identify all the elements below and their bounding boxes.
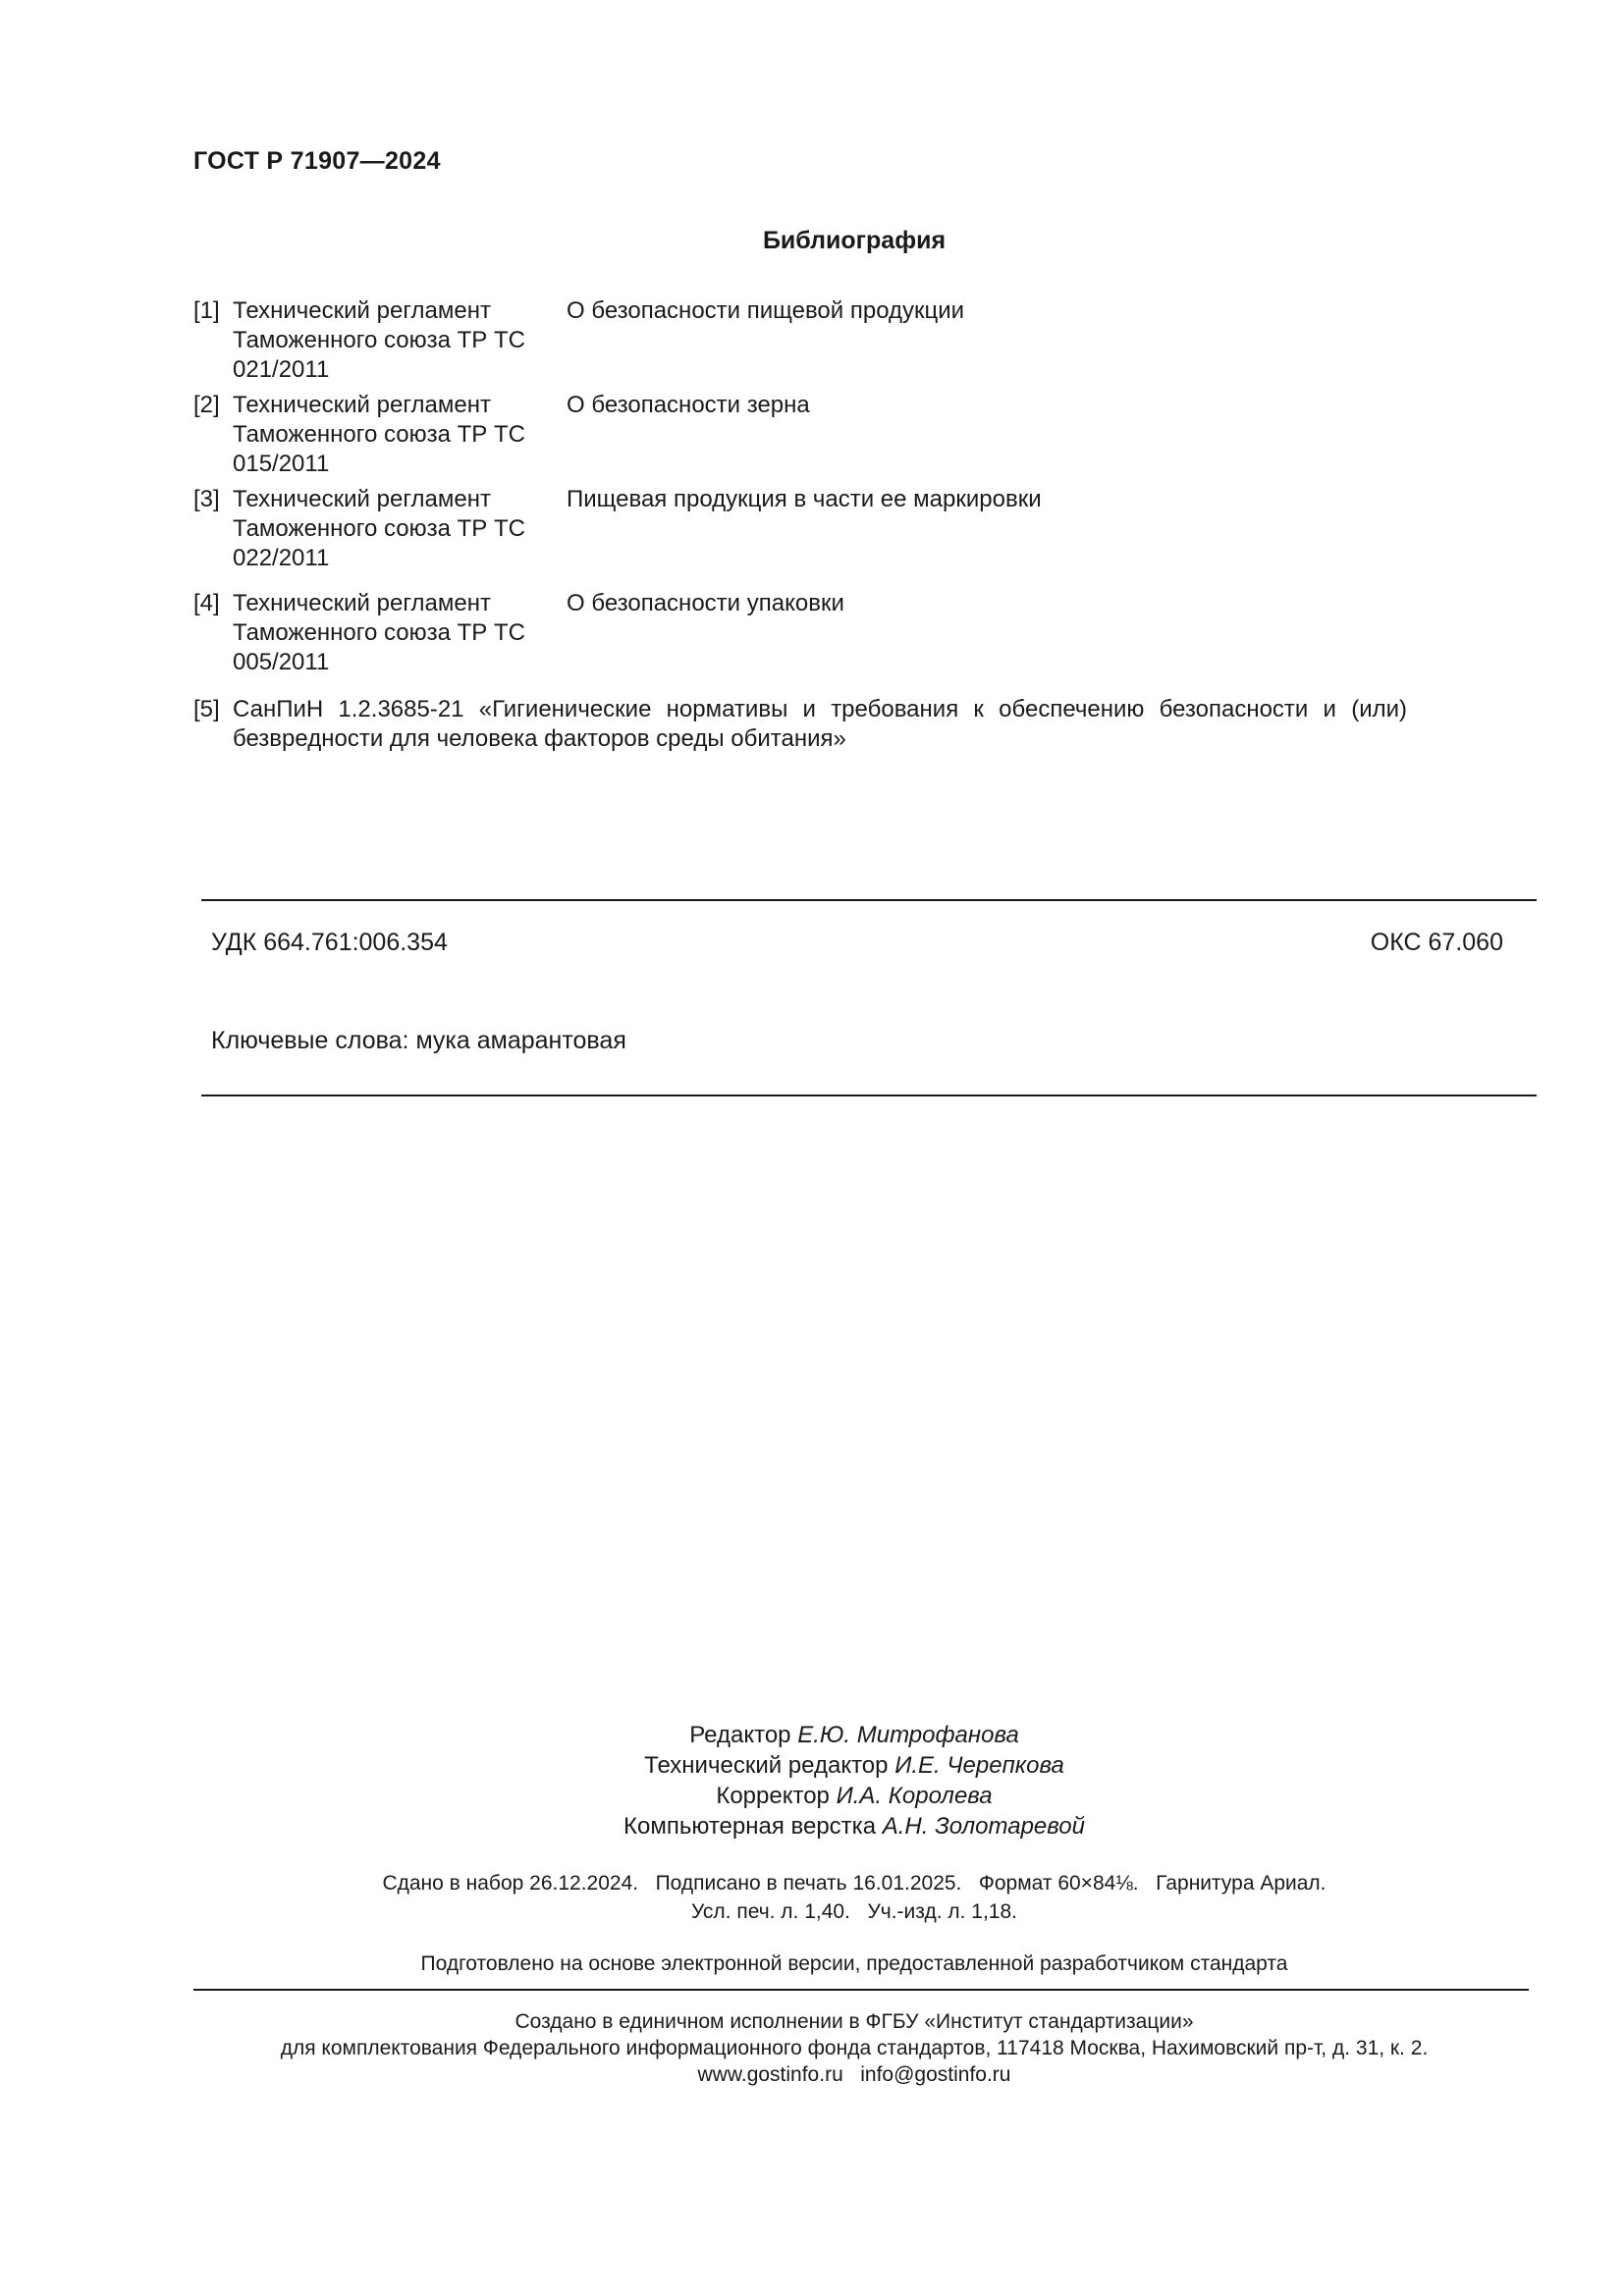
ref-number: [2] (193, 392, 220, 418)
credit-tech-editor: Технический редактор И.Е. Черепкова (644, 1752, 1064, 1779)
publisher-line-2: для комплектования Федерального информационного фонда стандартов, 117418 Москва, Нахимовский пр-т, д. 31, к. 2. (280, 2037, 1429, 2059)
ref-text: СанПиН 1.2.3685-21 «Гигиенические нормативы и требования к обеспечению безопасности и (или) безвредности для человека факторов среды обитания» (233, 696, 1407, 752)
ref-title: О безопасности зерна (567, 392, 810, 418)
credit-editor: Редактор Е.Ю. Митрофанова (689, 1722, 1019, 1748)
ref-document: Технический регламент Таможенного союза ТР ТС 021/2011 (233, 297, 525, 383)
keywords: Ключевые слова: мука амарантовая (211, 1027, 626, 1054)
ref-document: Технический регламент Таможенного союза ТР ТС 022/2011 (233, 486, 525, 571)
publisher-rule (193, 1989, 1529, 1991)
publisher-line-1: Создано в единичном исполнении в ФГБУ «Институт стандартизации» (514, 2010, 1194, 2033)
ref-document: Технический регламент Таможенного союза ТР ТС 005/2011 (233, 590, 525, 675)
ref-number: [4] (193, 590, 220, 616)
ref-title: О безопасности пищевой продукции (567, 297, 965, 324)
standard-code: ГОСТ Р 71907—2024 (193, 147, 441, 175)
imprint-line-2: Усл. печ. л. 1,40. Уч.-изд. л. 1,18. (690, 1900, 1017, 1923)
ref-title: Пищевая продукция в части ее маркировки (567, 486, 1042, 512)
ref-number: [5] (193, 696, 220, 722)
prepared-note: Подготовлено на основе электронной версии, предоставленной разработчиком стандарта (420, 1952, 1288, 1975)
ref-title: О безопасности упаковки (567, 590, 844, 616)
bibliography-title: Библиография (762, 227, 947, 254)
ref-number: [1] (193, 297, 220, 324)
credit-layout: Компьютерная верстка А.Н. Золотаревой (623, 1813, 1085, 1840)
credit-proofreader: Корректор И.А. Королева (716, 1783, 993, 1809)
top-rule (201, 899, 1537, 901)
udc-code: УДК 664.761:006.354 (211, 929, 448, 956)
imprint-line-1: Сдано в набор 26.12.2024. Подписано в печать 16.01.2025. Формат 60×84⅛. Гарнитура Ариал. (382, 1872, 1326, 1895)
ref-document: Технический регламент Таможенного союза ТР ТС 015/2011 (233, 392, 525, 477)
ref-number: [3] (193, 486, 220, 512)
publisher-contacts: www.gostinfo.ru info@gostinfo.ru (697, 2063, 1011, 2086)
oks-code: ОКС 67.060 (1370, 929, 1503, 956)
bottom-rule (201, 1095, 1537, 1096)
